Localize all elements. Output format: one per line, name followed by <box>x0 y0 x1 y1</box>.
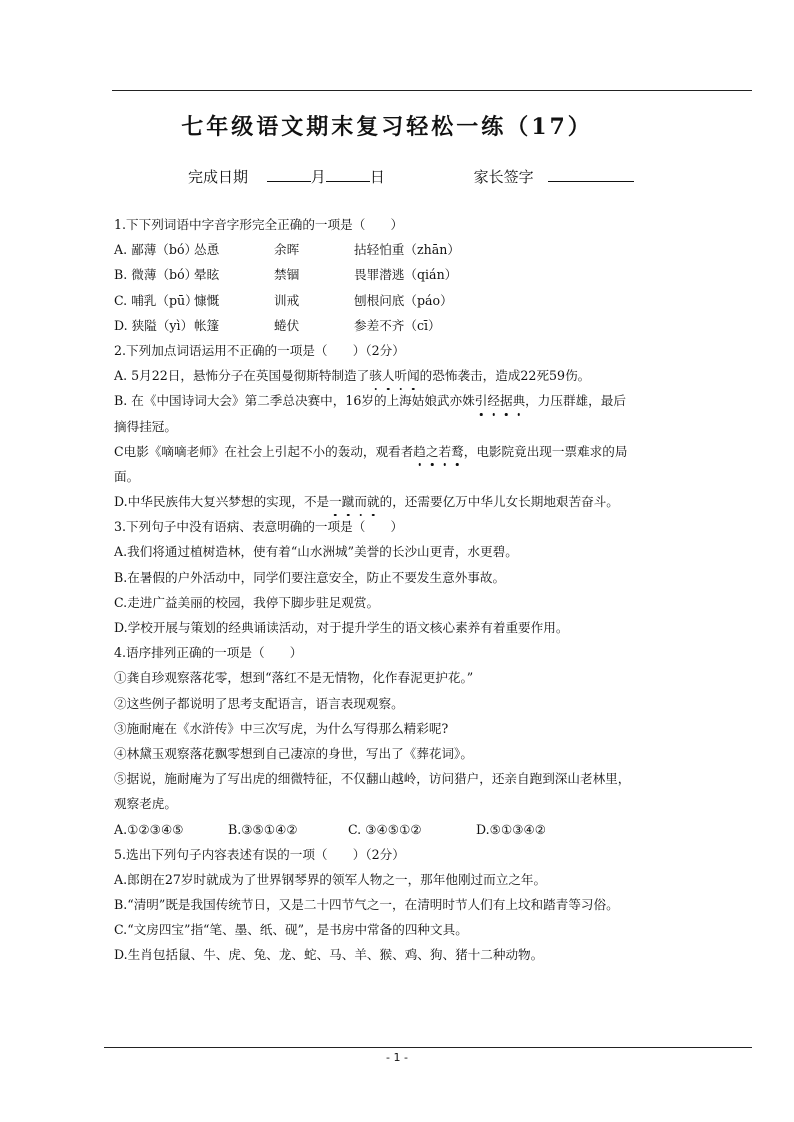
q4-choice-a[interactable]: A.①②③④⑤ <box>114 821 184 837</box>
dotted-char: 听 <box>394 363 408 388</box>
q1-option-b[interactable]: B. 微薄（bó）晕眩 禁锢 畏罪潜逃（qián） <box>114 267 458 283</box>
q4-choice-c[interactable]: C. ③④⑤①② <box>348 821 422 837</box>
q1-stem: 1.下下列词语中字音字形完全正确的一项是（ ） <box>114 217 404 232</box>
footer-rule <box>104 1047 752 1048</box>
month-blank[interactable] <box>267 167 311 182</box>
dotted-char: 之 <box>425 439 439 464</box>
parent-sign-blank[interactable] <box>548 167 634 182</box>
q3-option-c[interactable]: C.走进广益美丽的校园，我停下脚步驻足观赏。 <box>114 594 380 610</box>
page-title: 七年级语文期末复习轻松一练（17） <box>181 114 593 140</box>
month-label: 月 <box>310 168 326 186</box>
dotted-char: 人 <box>381 363 395 388</box>
page-number: - 1 - <box>386 1051 408 1064</box>
q4-item-1: ①龚自珍观察落花零，想到“落红不是无情物，化作春泥更护花。” <box>114 670 474 686</box>
dotted-char: 若 <box>438 439 452 464</box>
q4-item-5: ⑤据说，施耐庵为了写出虎的细微特征，不仅翻山越岭，访问猎户，还亲自跑到深山老林里， <box>114 771 631 787</box>
q4-item-4: ④林黛玉观察落花飘零想到自己凄凉的身世，写出了《葬花词》。 <box>114 745 473 761</box>
q5-option-a[interactable]: A.郎朗在27岁时就成为了世界钢琴界的领军人物之一，那年他刚过而立之年。 <box>114 871 547 887</box>
q2-option-a[interactable]: A. 5月22日，悬怖分子在英国曼彻斯特制造了骇人听闻的恐怖袭击，造成22死59伤。 <box>114 363 686 388</box>
q3-option-a[interactable]: A.我们将通过植树造林，使有着“山水洲城”美誉的长沙山更青，水更碧。 <box>114 544 518 560</box>
dotted-char: 而 <box>354 489 368 514</box>
q5-stem: 5.选出下列句子内容表述有误的一项（ ）（2分） <box>114 846 405 862</box>
q4-item-3: ③施耐庵在《水浒传》中三次写虎，为什么写得那么精彩呢? <box>114 720 449 736</box>
q3-option-d[interactable]: D.学校开展与策划的经典诵读活动，对于提升学生的语文核心素养有着重要作用。 <box>114 620 569 635</box>
q4-choice-b[interactable]: B.③⑤①④② <box>228 821 298 837</box>
q5-option-d[interactable]: D.生肖包括鼠、牛、虎、兔、龙、蛇、马、羊、猴、鸡、狗、猪十二种动物。 <box>114 947 544 963</box>
q2-option-b-cont: 摘得挂冠。 <box>114 418 177 434</box>
dotted-char: 蹴 <box>341 489 355 514</box>
dotted-char: 鹜 <box>451 439 465 464</box>
day-label: 日 <box>369 168 385 186</box>
q3-option-b[interactable]: B.在暑假的户外活动中，同学们要注意安全，防止不要发生意外事故。 <box>114 569 506 585</box>
q4-stem: 4.语序排列正确的一项是（ ） <box>114 645 303 661</box>
q5-option-b[interactable]: B.“清明”既是我国传统节日，又是二十四节气之一，在清明时节人们有上坟和踏青等习俗。 <box>114 897 619 913</box>
q1-option-d[interactable]: D. 狭隘（yì）帐篷 蜷伏 参差不齐（cī） <box>114 317 441 333</box>
dotted-char: 就 <box>366 489 380 514</box>
dotted-char: 典 <box>512 388 526 413</box>
dotted-char: 据 <box>499 388 513 413</box>
q1-option-a[interactable]: A. 鄙薄（bó）怂恿 余晖 拈轻怕重（zhān） <box>114 242 460 258</box>
question-content <box>114 212 686 968</box>
parent-sign-label: 家长签字 <box>473 168 534 186</box>
q4-item-2: ②这些例子都说明了思考支配语言，语言表现观察。 <box>114 695 404 711</box>
q3-stem: 3.下列句子中没有语病、表意明确的一项是（ ） <box>114 519 404 535</box>
q2-option-c[interactable]: C电影《嘀嘀老师》在社会上引起不小的轰动，观看者趋之若鹜，电影院竟出现一票难求的局 <box>114 439 686 464</box>
date-label: 完成日期 <box>188 168 249 186</box>
dotted-char: 趋 <box>413 439 427 464</box>
q2-option-d[interactable]: D.中华民族伟大复兴梦想的实现，不是一蹴而就的，还需要亿万中华儿女长期地艰苦奋斗。 <box>114 489 686 514</box>
dotted-char: 一 <box>329 489 343 514</box>
q2-option-c-cont: 面。 <box>114 468 140 484</box>
dotted-char: 闻 <box>406 363 420 388</box>
q2-option-b[interactable]: B. 在《中国诗词大会》第二季总决赛中，16岁的上海姑娘武亦姝引经据典，力压群雄，最后 <box>114 388 686 413</box>
day-blank[interactable] <box>326 167 370 182</box>
q4-item-5-cont: 观察老虎。 <box>114 796 177 812</box>
q2-stem: 2.下列加点词语运用不正确的一项是（ ）（2分） <box>114 342 405 358</box>
sign-row <box>188 166 634 187</box>
q5-option-c[interactable]: C.“文房四宝”指“笔、墨、纸、砚”，是书房中常备的四种文具。 <box>114 922 468 938</box>
q1-option-c[interactable]: C. 哺乳（pū）慷慨 训戒 刨根问底（páo） <box>114 292 453 308</box>
header-rule <box>112 90 752 91</box>
q4-choices <box>114 817 686 842</box>
dotted-char: 骇 <box>369 363 383 388</box>
q4-choice-d[interactable]: D.⑤①③④② <box>476 821 547 837</box>
dotted-char: 引 <box>474 388 488 413</box>
dotted-char: 经 <box>487 388 501 413</box>
